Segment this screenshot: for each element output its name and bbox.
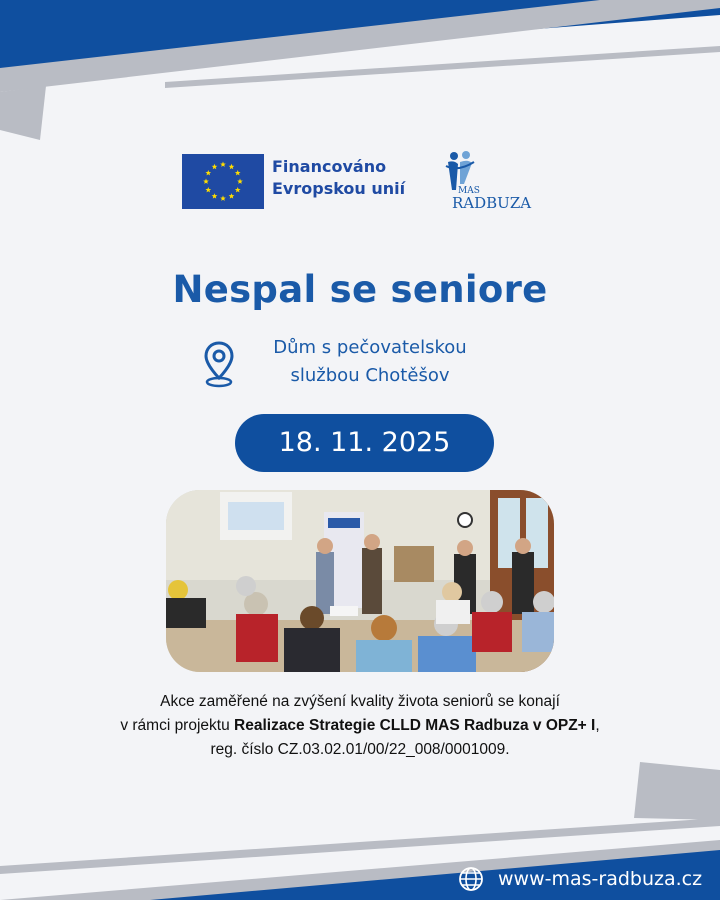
eu-star — [237, 179, 243, 184]
project-info — [40, 690, 680, 762]
eu-star — [220, 162, 226, 167]
top-blue-corner — [0, 0, 600, 68]
eu-star — [235, 187, 241, 192]
place-line-2: službou Chotěšov — [290, 365, 450, 386]
mas-name-text: RADBUZA — [452, 194, 532, 212]
info-line-2-suffix: , — [595, 717, 600, 734]
eu-star — [220, 196, 226, 201]
eu-star — [229, 164, 235, 169]
event-photo — [166, 490, 554, 672]
info-line-1: Akce zaměřené na zvýšení kvality života seniorů se konají — [160, 693, 560, 710]
mas-radbuza-logo — [442, 150, 552, 212]
eu-star — [205, 170, 211, 175]
location-pin-icon — [202, 340, 236, 388]
event-title: Nespal se seniore — [172, 268, 548, 311]
eu-star — [212, 164, 218, 169]
eu-star — [203, 179, 209, 184]
info-line-2 — [40, 714, 680, 738]
website-link[interactable]: www-mas-radbuza.cz — [498, 868, 703, 890]
info-line-3: reg. číslo CZ.03.02.01/00/22_008/0001009. — [210, 741, 510, 758]
logo-row — [180, 150, 550, 212]
globe-icon — [458, 866, 484, 892]
eu-star — [235, 170, 241, 175]
left-gray-shard — [0, 86, 46, 140]
eu-line-1: Financováno — [272, 157, 387, 176]
eu-flag-icon — [182, 154, 264, 209]
eu-star — [212, 193, 218, 198]
place-line-1: Dům s pečovatelskou — [273, 337, 467, 358]
event-place — [250, 334, 490, 390]
mas-small-text: MAS — [458, 186, 480, 196]
right-gray-shard — [634, 762, 720, 820]
eu-line-2: Evropskou unií — [272, 179, 406, 198]
eu-funding-text — [272, 156, 405, 200]
eu-star — [229, 193, 235, 198]
eu-star — [205, 187, 211, 192]
info-line-2-prefix: v rámci projektu — [120, 717, 235, 734]
project-name: Realizace Strategie CLLD MAS Radbuza v OPZ+ I — [234, 717, 596, 734]
event-date: 18. 11. 2025 — [235, 414, 494, 472]
